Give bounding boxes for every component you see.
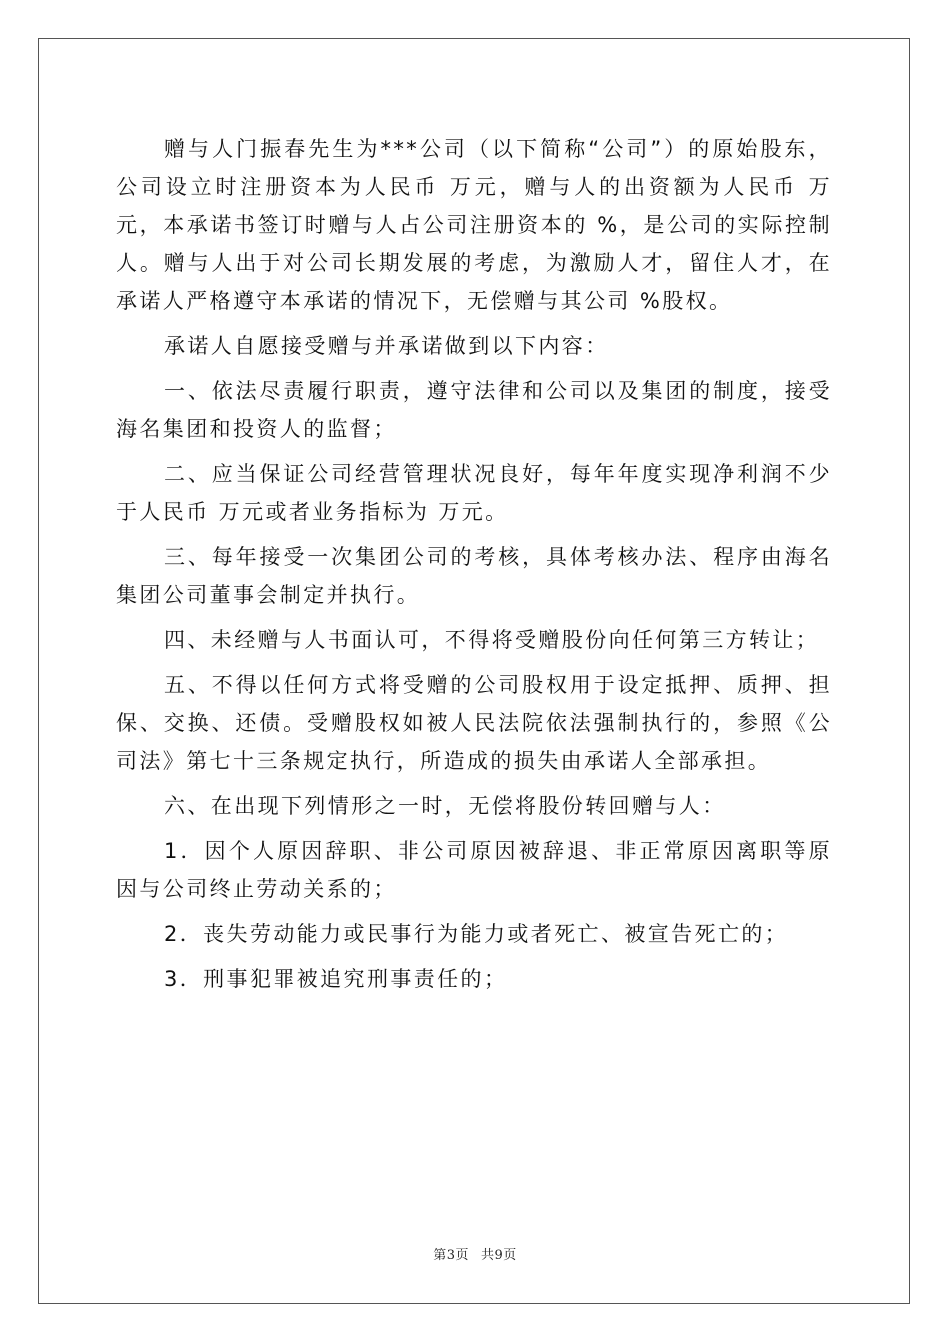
paragraph-item-5: 五、不得以任何方式将受赠的公司股权用于设定抵押、质押、担保、交换、还债。受赠股权如被人民法院依法强制执行的，参照《公司法》第七十三条规定执行，所造成的损失由承诺人全部承担。 bbox=[116, 673, 832, 773]
paragraph-item-2: 二、应当保证公司经营管理状况良好，每年年度实现净利润不少于人民币 万元或者业务指标为 万元。 bbox=[116, 462, 832, 524]
paragraph-item-3: 三、每年接受一次集团公司的考核，具体考核办法、程序由海名集团公司董事会制定并执行。 bbox=[116, 545, 832, 607]
page-number-current: 第3页 bbox=[433, 1248, 469, 1263]
page-footer bbox=[0, 1244, 950, 1263]
paragraph-item-4: 四、未经赠与人书面认可，不得将受赠股份向任何第三方转让； bbox=[164, 628, 820, 652]
paragraph-item-6: 六、在出现下列情形之一时，无偿将股份转回赠与人： bbox=[164, 794, 726, 818]
paragraph-item-1: 一、依法尽责履行职责，遵守法律和公司以及集团的制度，接受海名集团和投资人的监督； bbox=[116, 379, 832, 441]
paragraph-preamble: 赠与人门振春先生为***公司（以下简称“公司”）的原始股东，公司设立时注册资本为人民币 万元，赠与人的出资额为人民币 万元，本承诺书签订时赠与人占公司注册资本的 %，是公司的实际控制人。赠与人出于对公司长期发展的考虑，为激励人才，留住人才，在承诺人严格遵守本承诺的情况下，无偿赠与其公司 %股权。 bbox=[116, 137, 832, 313]
page-number-total: 共9页 bbox=[481, 1248, 517, 1263]
paragraph-subitem-2: 2．丧失劳动能力或民事行为能力或者死亡、被宣告死亡的； bbox=[164, 922, 789, 946]
document-body bbox=[116, 130, 832, 1005]
paragraph-subitem-3: 3．刑事犯罪被追究刑事责任的； bbox=[164, 967, 508, 991]
paragraph-commitment-intro: 承诺人自愿接受赠与并承诺做到以下内容： bbox=[164, 334, 609, 358]
paragraph-subitem-1: 1．因个人原因辞职、非公司原因被辞退、非正常原因离职等原因与公司终止劳动关系的； bbox=[116, 839, 832, 901]
